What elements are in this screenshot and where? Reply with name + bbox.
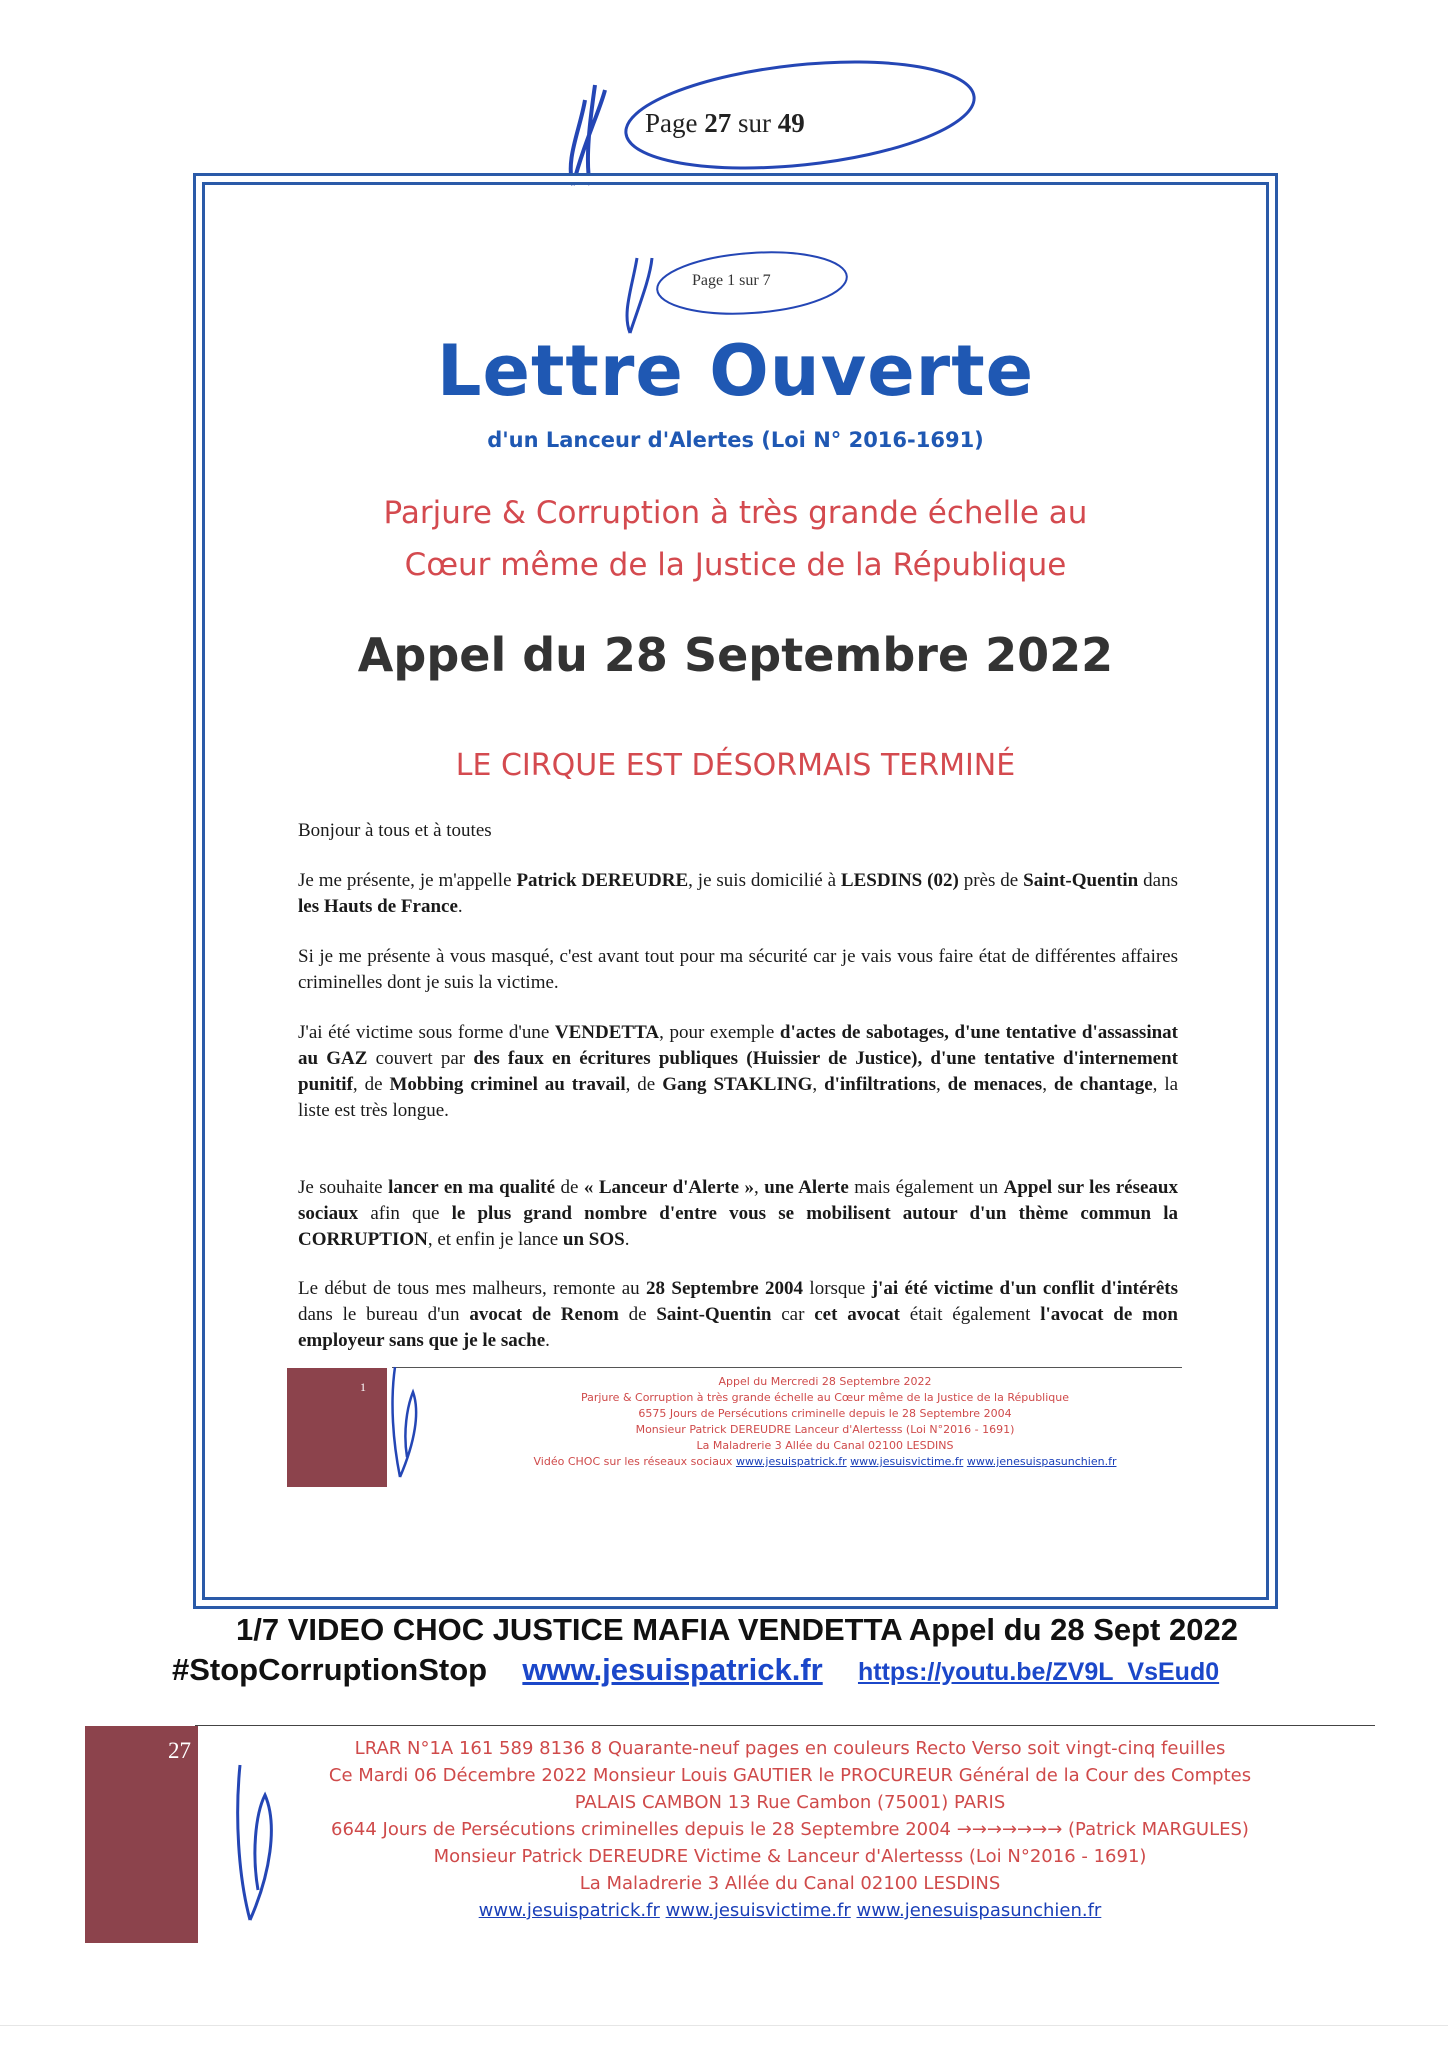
inner-footer-link-1[interactable]: www.jesuispatrick.fr — [735, 1455, 847, 1468]
hashtag-line — [172, 1652, 1219, 1688]
inner-footer-box — [287, 1368, 387, 1487]
outer-page-number: Page 27 sur 49 — [645, 108, 805, 138]
paragraph-5: Le début de tous mes malheurs, remonte au 28 Septembre 2004 lorsque j'ai été victime d'un conflit d'intérêts dans le bureau d'un avocat de Renom de Saint-Quentin car cet avocat était également l'avocat de mon employeur sans que je le sache. — [298, 1278, 1179, 1351]
video-caption: 1/7 VIDEO CHOC JUSTICE MAFIA VENDETTA Appel du 28 Sept 2022 — [236, 1612, 1238, 1647]
cirque-heading: LE CIRQUE EST DÉSORMAIS TERMINÉ — [455, 748, 1016, 783]
paragraph-2: Si je me présente à vous masqué, c'est avant tout pour ma sécurité car je vais vous faire état de différentes affaires criminelles dont je suis la victime. — [298, 946, 1178, 993]
inner-footer-text: Appel du Mercredi 28 Septembre 2022 Parjure & Corruption à très grande échelle au Cœur même de la Justice de la République 6575 Jours de Persécutions criminelle depuis le 28 Septembre 2004 Monsieur Patrick DEREUDRE Lanceur d'Alertesss (Loi N°2016 - 1691) La Maladrerie 3 Allée du Canal 02100 LESDINS Vidéo CHOC sur les réseaux sociaux www.jesuispatrick.fr www.jesuisvictime.fr www.jenesuispasunchien.fr — [533, 1375, 1117, 1468]
page-bottom-edge — [0, 2025, 1448, 2026]
appel-heading: Appel du 28 Septembre 2022 — [357, 628, 1114, 682]
bottom-link-3[interactable]: www.jenesuispasunchien.fr — [856, 1900, 1102, 1921]
red-title-line1: Parjure & Corruption à très grande échelle au — [383, 495, 1088, 531]
inner-footer-link-2[interactable]: www.jesuisvictime.fr — [850, 1455, 964, 1468]
greeting: Bonjour à tous et à toutes — [298, 820, 492, 841]
site-link[interactable]: www.jesuispatrick.fr — [522, 1652, 823, 1687]
bottom-footer-divider — [195, 1725, 1375, 1726]
bottom-footer-page-number: 27 — [168, 1738, 191, 1763]
inner-footer-page-number: 1 — [360, 1380, 366, 1394]
paragraph-3: J'ai été victime sous forme d'une VENDETTA, pour exemple d'actes de sabotages, d'une tentative d'assassinat au GAZ couvert par des faux en écritures publiques (Huissier de Justice), d'une tentative d'internement punitif, de Mobbing criminel au travail, de Gang STAKLING, d'infiltrations, de menaces, de chantage, la liste est très longue. — [298, 1022, 1179, 1121]
paragraph-1: Je me présente, je m'appelle Patrick DEREUDRE, je suis domicilié à LESDINS (02) près de Saint-Quentin dans les Hauts de France. — [298, 870, 1178, 917]
inner-footer-signature — [385, 1362, 435, 1482]
letter-title: Lettre Ouverte — [436, 330, 1035, 412]
paragraph-4: Je souhaite lancer en ma qualité de « Lanceur d'Alerte », une Alerte mais également un Appel sur les réseaux sociaux afin que le plus grand nombre d'entre vous se mobilisent autour d'un thème commun la CORRUPTION, et enfin je lance un SOS. — [298, 1177, 1178, 1250]
hashtag: #StopCorruptionStop — [172, 1652, 488, 1687]
inner-page-number: Page 1 sur 7 — [692, 272, 771, 289]
bottom-link-1[interactable]: www.jesuispatrick.fr — [478, 1900, 660, 1921]
letter-subtitle: d'un Lanceur d'Alertes (Loi N° 2016-1691) — [487, 428, 984, 452]
youtube-link[interactable]: https://youtu.be/ZV9L_VsEud0 — [857, 1658, 1220, 1686]
bottom-link-2[interactable]: www.jesuisvictime.fr — [665, 1900, 851, 1921]
bottom-footer-text: LRAR N°1A 161 589 8136 8 Quarante-neuf pages en couleurs Recto Verso soit vingt-cinq feuilles Ce Mardi 06 Décembre 2022 Monsieur Louis GAUTIER le PROCUREUR Général de la Cour des Comptes PALAIS CAMBON 13 Rue Cambon (75001) PARIS 6644 Jours de Persécutions criminelles depuis le 28 Septembre 2004 →→→→→→→ (Patrick MARGULES) Monsieur Patrick DEREUDRE Victime & Lanceur d'Alertesss (Loi N°2016 - 1691) La Maladrerie 3 Allée du Canal 02100 LESDINS www.jesuispatrick.fr www.jesuisvictime.fr www.jenesuispasunchien.fr — [328, 1738, 1252, 1921]
outer-page-signature — [395, 0, 995, 200]
inner-footer-link-3[interactable]: www.jenesuispasunchien.fr — [966, 1455, 1117, 1468]
inner-footer-divider — [392, 1367, 1182, 1368]
red-title-line2: Cœur même de la Justice de la République — [404, 547, 1067, 583]
